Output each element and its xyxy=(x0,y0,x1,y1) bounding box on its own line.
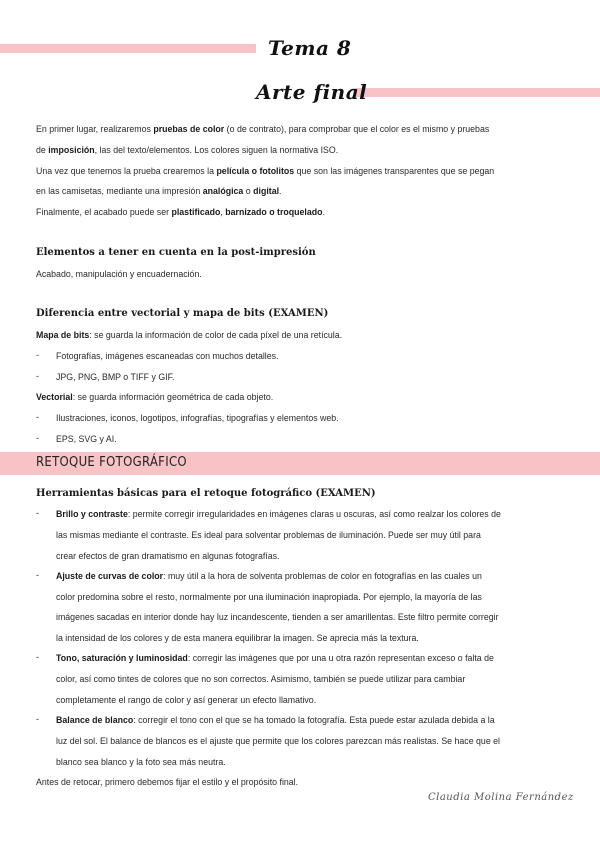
intro-line-4: en las camisetas, mediante una impresión analógica o digital. xyxy=(36,186,282,196)
tool-1-line-2: las mismas mediante el contraste. Es ideal para solventar problemas de iluminación. Puede ser muy útil para xyxy=(56,530,481,540)
bullet-dash: - xyxy=(36,350,39,360)
intro-line-3: Una vez que tenemos la prueba crearemos la película o fotolitos que son las imágenes transparentes que se pegan xyxy=(36,166,495,176)
tool-2-line-2: color predomina sobre el resto, normalmente por una iluminación inapropiada. Por ejemplo, la mayoría de las xyxy=(56,592,482,602)
tool-3-line-2: color, así como tintes de colores que no son correctos. Asimismo, también se puede utilizar para cambiar xyxy=(56,674,466,684)
bitmap-def: Mapa de bits: se guarda la información de color de cada píxel de una retícula. xyxy=(36,330,343,340)
tool-4-line-3: blanco sea blanco y la foto sea más neutra. xyxy=(56,757,226,767)
bullet-dash: - xyxy=(36,714,39,724)
intro-line-5: Finalmente, el acabado puede ser plastificado, barnizado o troquelado. xyxy=(36,207,325,217)
intro-line-1: En primer lugar, realizaremos pruebas de color (o de contrato), para comprobar que el color es el mismo y pruebas xyxy=(36,124,490,134)
bitmap-item-2: JPG, PNG, BMP o TIFF y GIF. xyxy=(56,372,175,382)
tool-4-line-1: Balance de blanco: corregir el tono con el que se ha tomado la fotografía. Esta puede estar azulada debida a la xyxy=(56,715,495,725)
intro-line-2: de imposición, las del texto/elementos. Los colores siguen la normativa ISO. xyxy=(36,145,339,155)
bullet-dash: - xyxy=(36,508,39,518)
diff-heading: Diferencia entre vectorial y mapa de bits (EXAMEN) xyxy=(36,308,329,319)
bullet-dash: - xyxy=(36,570,39,580)
tools-heading: Herramientas básicas para el retoque fotográfico (EXAMEN) xyxy=(36,488,376,499)
tool-1-line-1: Brillo y contraste: permite corregir irregularidades en imágenes claras u oscuras, así como realzar los colores de xyxy=(56,509,501,519)
tool-2-line-3: imágenes sacadas en interior donde hay luz incandescente, tienden a ser amarillentas. Este filtro permite corregir xyxy=(56,612,499,622)
tool-3-line-3: completamente el rango de color y así generar un efecto llamativo. xyxy=(56,695,317,705)
post-heading: Elementos a tener en cuenta en la post-impresión xyxy=(36,247,316,258)
signature: Claudia Molina Fernández xyxy=(428,792,574,803)
section-title: RETOQUE FOTOGRÁFICO xyxy=(36,455,187,470)
header-bar-left xyxy=(0,44,256,53)
post-text: Acabado, manipulación y encuadernación. xyxy=(36,269,202,279)
header-bar-right xyxy=(356,88,600,97)
page-title: Tema 8 xyxy=(268,36,352,60)
bullet-dash: - xyxy=(36,652,39,662)
tool-1-line-3: crear efectos de gran dramatismo en algunas fotografías. xyxy=(56,551,280,561)
tool-3-line-1: Tono, saturación y luminosidad: corregir las imágenes que por una u otra razón representan exceso o falta de xyxy=(56,653,494,663)
page-subtitle: Arte final xyxy=(256,80,368,104)
bullet-dash: - xyxy=(36,433,39,443)
tool-4-line-2: luz del sol. El balance de blancos es el ajuste que permite que los colores parezcan más realistas. Se hace que el xyxy=(56,736,501,746)
tool-2-line-1: Ajuste de curvas de color: muy útil a la hora de solventa problemas de color en fotografías en las cuales un xyxy=(56,571,482,581)
tool-2-line-4: la intensidad de los colores y de esta manera equilibrar la imagen. Se aprecia más la textura. xyxy=(56,633,419,643)
vector-item-2: EPS, SVG y AI. xyxy=(56,434,117,444)
vector-def: Vectorial: se guarda información geométrica de cada objeto. xyxy=(36,392,274,402)
bitmap-item-1: Fotografías, imágenes escaneadas con muchos detalles. xyxy=(56,351,279,361)
bullet-dash: - xyxy=(36,371,39,381)
bullet-dash: - xyxy=(36,412,39,422)
vector-item-1: Ilustraciones, iconos, logotipos, infografías, tipografías y elementos web. xyxy=(56,413,339,423)
closing-text: Antes de retocar, primero debemos fijar el estilo y el propósito final. xyxy=(36,777,299,787)
